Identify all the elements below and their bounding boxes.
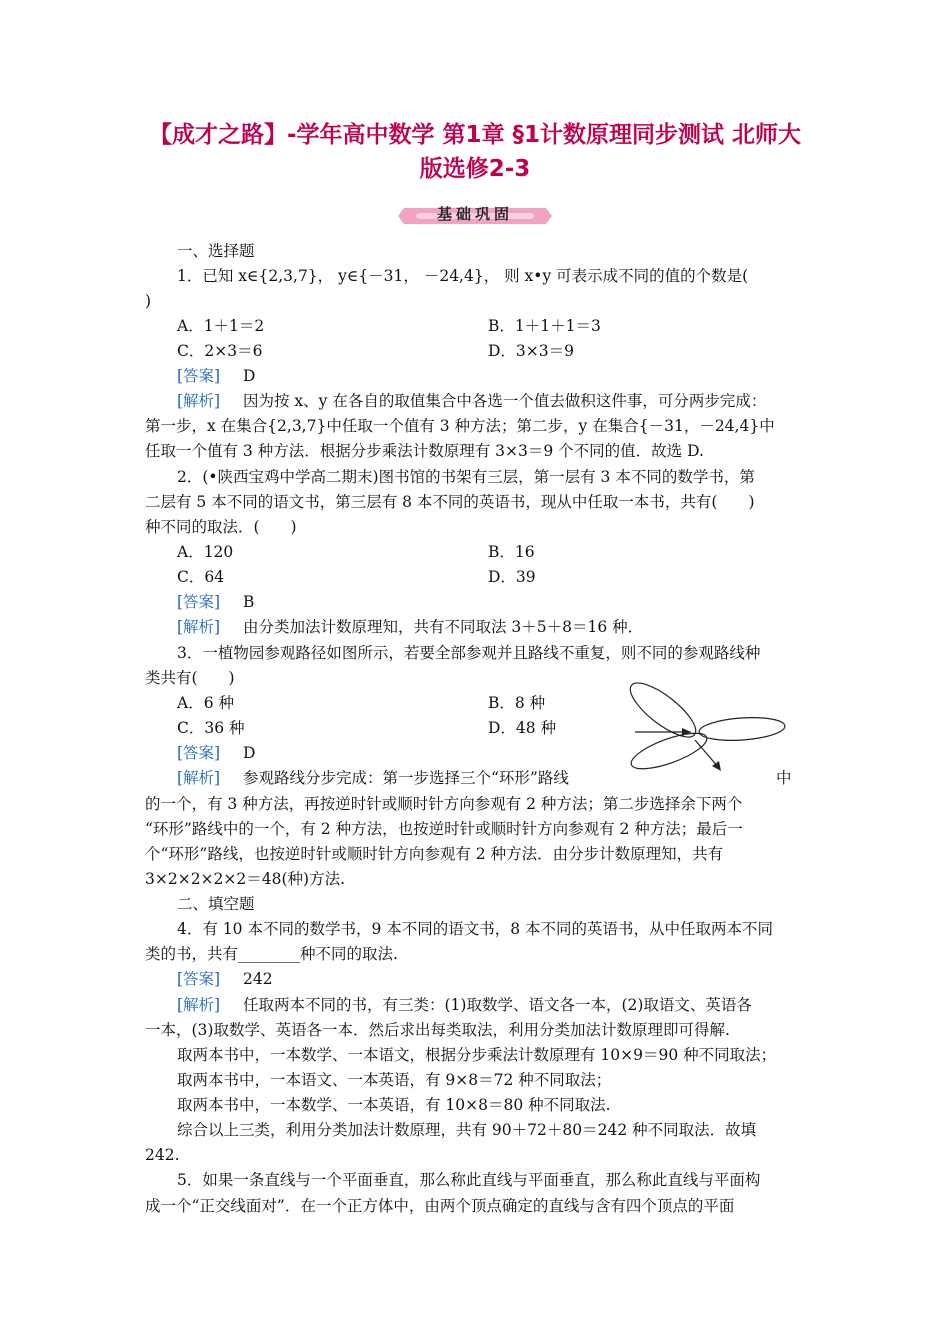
q1-option-a: A．1＋1＝2 <box>177 317 265 335</box>
q4-answer: 242 <box>243 970 273 988</box>
q1-answer: D <box>243 367 256 385</box>
q3-option-c: C．36 种 <box>177 719 245 737</box>
q2-analysis-line-1: 由分类加法计数原理知，共有不同取法 3＋5＋8＝16 种． <box>243 618 644 636</box>
q4-analysis-line-6: 综合以上三类，利用分类加法计数原理，共有 90＋72＋80＝242 种不同取法．故填 <box>177 1121 757 1139</box>
garden-path-diagram <box>625 680 795 780</box>
q4-stem-line-1: 4．有 10 本不同的数学书，9 本不同的语文书，8 本不同的英语书，从中任取两本不同 <box>177 920 774 938</box>
q1-option-d: D．3×3＝9 <box>488 342 574 360</box>
q1-option-b: B．1＋1＋1＝3 <box>488 317 601 335</box>
q4-analysis-line-2: 一本，(3)取数学、英语各一本．然后求出每类取法，利用分类加法计数原理即可得解. <box>145 1021 730 1039</box>
q4-answer-tag: [答案] <box>177 970 221 988</box>
q5-stem-line-2: 成一个“正交线面对”．在一个正方体中，由两个顶点确定的直线与含有四个顶点的平面 <box>145 1197 735 1215</box>
q3-analysis-line-3: “环形”路线中的一个，有 2 种方法，也按逆时针或顺时针方向参观有 2 种方法；最后一 <box>145 820 743 838</box>
q4-analysis-line-5: 取两本书中，一本数学、一本英语，有 10×8＝80 种不同取法. <box>177 1096 611 1114</box>
q1-stem: 1．已知 x∈{2,3,7}， y∈{－31， －24,4}， 则 x•y 可表示成不同的值的个数是( <box>177 267 749 285</box>
section-heading-choice: 一、选择题 <box>177 242 255 260</box>
q3-analysis-tag: [解析] <box>177 769 221 787</box>
q4-analysis-line-1: 任取两本不同的书，有三类：(1)取数学、语文各一本，(2)取语文、英语各 <box>243 996 752 1014</box>
q3-analysis-line-4: 个“环形”路线，也按逆时针或顺时针方向参观有 2 种方法．由分步计数原理知，共有 <box>145 845 724 863</box>
q2-option-b: B．16 <box>488 543 535 561</box>
q2-answer-tag: [答案] <box>177 593 221 611</box>
q1-option-c: C．2×3＝6 <box>177 342 263 360</box>
q4-stem-line-2: 类的书，共有________种不同的取法. <box>145 945 398 963</box>
q1-answer-tag: [答案] <box>177 367 221 385</box>
q1-analysis-tag: [解析] <box>177 392 221 410</box>
q3-stem-line-2: 类共有( ) <box>145 669 235 687</box>
document-title-line-2: 版选修2-3 <box>419 156 531 182</box>
q2-answer: B <box>243 593 255 611</box>
q3-stem-line-1: 3．一植物园参观路径如图所示，若要全部参观并且路线不重复，则不同的参观路线种 <box>177 644 761 662</box>
q2-stem-line-1: 2．(•陕西宝鸡中学高二期末)图书馆的书架有三层，第一层有 3 本不同的数学书，第 <box>177 468 755 486</box>
q3-option-a: A．6 种 <box>177 694 234 712</box>
q1-analysis-line-3: 任取一个值有 3 种方法．根据分步乘法计数原理有 3×3＝9 个不同的值．故选 D. <box>145 442 704 460</box>
section-heading-fill: 二、填空题 <box>177 895 255 913</box>
q2-stem-line-2: 二层有 5 本不同的语文书，第三层有 8 本不同的英语书，现从中任取一本书，共有( ) <box>145 493 755 511</box>
q3-answer: D <box>243 744 256 762</box>
q5-stem-line-1: 5．如果一条直线与一个平面垂直，那么称此直线与平面垂直，那么称此直线与平面构 <box>177 1171 761 1189</box>
q2-stem-line-3: 种不同的取法．( ) <box>145 518 297 536</box>
q3-option-b: B．8 种 <box>488 694 546 712</box>
q3-analysis-line-5: 3×2×2×2×2＝48(种)方法. <box>145 870 346 888</box>
document-title-line-1: 【成才之路】-学年高中数学 第1章 §1计数原理同步测试 北师大 <box>148 122 802 148</box>
q4-analysis-line-4: 取两本书中，一本语文、一本英语，有 9×8＝72 种不同取法； <box>177 1071 612 1089</box>
q3-option-d: D．48 种 <box>488 719 557 737</box>
q2-option-d: D．39 <box>488 568 536 586</box>
q1-stem-end: ) <box>145 292 152 310</box>
q3-answer-tag: [答案] <box>177 744 221 762</box>
q2-analysis-tag: [解析] <box>177 618 221 636</box>
q3-analysis-line-1a: 参观路线分步完成：第一步选择三个“环形”路线 <box>243 769 569 787</box>
q1-analysis-line-2: 第一步，x 在集合{2,3,7}中任取一个值有 3 种方法；第二步，y 在集合{－31，－24,4}中 <box>145 417 775 435</box>
q1-analysis-line-1: 因为按 x、y 在各自的取值集合中各选一个值去做积这件事，可分两步完成： <box>243 392 767 410</box>
q4-analysis-line-7: 242. <box>145 1146 180 1164</box>
q2-option-c: C．64 <box>177 568 225 586</box>
q3-analysis-line-1b: 中 <box>776 769 792 787</box>
q4-analysis-tag: [解析] <box>177 996 221 1014</box>
q2-option-a: A．120 <box>177 543 234 561</box>
q4-analysis-line-3: 取两本书中，一本数学、一本语文，根据分步乘法计数原理有 10×9＝90 种不同取法； <box>177 1046 777 1064</box>
q3-analysis-line-2: 的一个，有 3 种方法，再按逆时针或顺时针方向参观有 2 种方法；第二步选择余下两个 <box>145 795 743 813</box>
section-banner-label: 基础巩固 <box>436 205 513 223</box>
